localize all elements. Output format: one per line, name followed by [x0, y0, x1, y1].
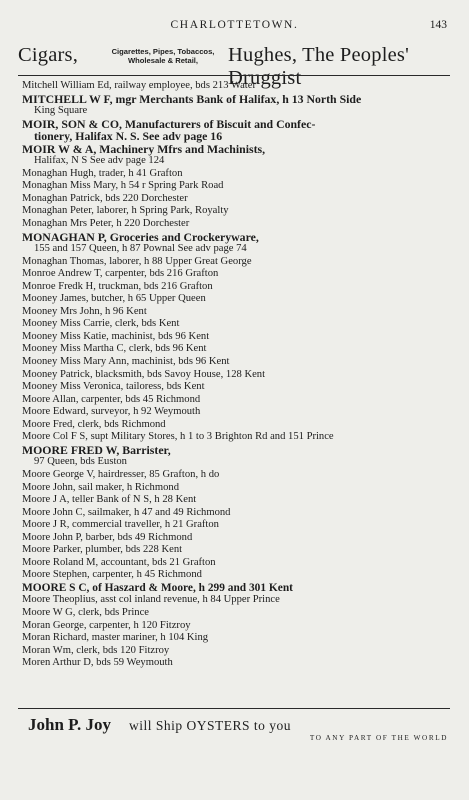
page-number: 143	[429, 19, 447, 31]
list-item: Moore Edward, surveyor, h 92 Weymouth	[22, 406, 201, 418]
list-item: Monaghan Hugh, trader, h 41 Grafton	[22, 167, 183, 179]
list-item: Monaghan Thomas, laborer, h 88 Upper Great George	[22, 255, 252, 267]
list-item: Monaghan Peter, laborer, h Spring Park, Royalty	[22, 205, 229, 217]
divider-top	[18, 75, 450, 76]
list-item: MOORE FRED W, Barrister,	[22, 442, 171, 457]
list-item: Moore Stephen, carpenter, h 45 Richmond	[22, 569, 202, 581]
list-item: Moren Arthur D, bds 59 Weymouth	[22, 657, 173, 669]
list-item: Mooney Miss Martha C, clerk, bds 96 Kent	[22, 343, 207, 355]
list-item: Mooney Miss Mary Ann, machinist, bds 96 Kent	[22, 356, 230, 368]
list-item: King Square	[34, 105, 88, 117]
list-item: Moore George V, hairdresser, 85 Grafton, h do	[22, 468, 220, 480]
list-item: MOIR, SON & CO, Manufacturers of Biscuit and Confec-	[22, 116, 316, 131]
ad-joy-name: John P. Joy	[28, 715, 111, 734]
list-item: Moore Theoplius, asst col inland revenue, h 84 Upper Prince	[22, 594, 280, 606]
list-item: Moran George, carpenter, h 120 Fitzroy	[22, 619, 191, 631]
list-item: MOIR W & A, Machinery Mfrs and Machinists,	[22, 141, 266, 156]
list-item: Monaghan Mrs Peter, h 220 Dorchester	[22, 218, 190, 230]
page-title: CHARLOTTETOWN.	[170, 19, 299, 31]
list-item: Monroe Fredk H, truckman, bds 216 Grafton	[22, 280, 213, 292]
advertisement-bottom	[18, 714, 450, 744]
list-item: MITCHELL W F, mgr Merchants Bank of Halifax, h 13 North Side	[22, 91, 362, 106]
list-item: Mooney Patrick, blacksmith, bds Savoy House, 128 Kent	[22, 368, 266, 380]
ad-small-line-1: Cigarettes, Pipes, Tobaccos,	[111, 47, 215, 56]
list-item: Moore John P, barber, bds 49 Richmond	[22, 531, 193, 543]
ad-joy-text: will Ship OYSTERS to you	[129, 718, 292, 733]
list-item: Moore W G, clerk, bds Prince	[22, 606, 150, 618]
list-item: Moore Col F S, supt Military Stores, h 1 to 3 Brighton Rd and 151 Prince	[22, 431, 334, 443]
ad-joy-tail: TO ANY PART OF THE WORLD	[309, 734, 448, 742]
list-item: Halifax, N S See adv page 124	[34, 155, 165, 167]
list-item: Moran Richard, master mariner, h 104 King	[22, 632, 209, 644]
divider-bottom	[18, 708, 450, 709]
list-item: Monaghan Miss Mary, h 54 r Spring Park Road	[22, 180, 224, 192]
list-item: Moore John C, sailmaker, h 47 and 49 Richmond	[22, 506, 231, 518]
list-item: Monaghan Patrick, bds 220 Dorchester	[22, 192, 188, 204]
list-item: Moore J A, teller Bank of N S, h 28 Kent	[22, 494, 197, 506]
list-item: Moore Roland M, accountant, bds 21 Grafton	[22, 556, 216, 568]
list-item: 97 Queen, bds Euston	[34, 456, 127, 468]
ad-word-cigars: Cigars,	[18, 44, 79, 66]
list-item: 155 and 157 Queen, h 87 Pownal See adv page 74	[34, 243, 247, 255]
list-item: Moran Wm, clerk, bds 120 Fitzroy	[22, 644, 170, 656]
list-item: Mitchell William Ed, railway employee, bds 213 Water	[22, 80, 256, 91]
list-item: tionery, Halifax N. S. See adv page 16	[34, 129, 223, 144]
list-item: MONAGHAN P, Groceries and Crockeryware,	[22, 229, 259, 244]
list-item: Mooney Mrs John, h 96 Kent	[22, 305, 147, 317]
list-item: Mooney Miss Katie, machinist, bds 96 Kent	[22, 330, 210, 342]
list-item: Mooney Miss Carrie, clerk, bds Kent	[22, 318, 180, 330]
list-item: Moore J R, commercial traveller, h 21 Grafton	[22, 519, 219, 531]
ad-word-hughes: Hughes, The Peoples' Druggist	[228, 44, 409, 89]
list-item: Moore John, sail maker, h Richmond	[22, 481, 179, 493]
directory-entries	[22, 80, 452, 670]
list-item: Monroe Andrew T, carpenter, bds 216 Grafton	[22, 268, 219, 280]
list-item: Mooney Miss Veronica, tailoress, bds Kent	[22, 381, 205, 393]
list-item: MOORE S C, of Haszard & Moore, h 299 and 301 Kent	[22, 581, 293, 594]
list-item: Moore Fred, clerk, bds Richmond	[22, 418, 166, 430]
list-item: Moore Parker, plumber, bds 228 Kent	[22, 544, 183, 556]
list-item: Moore Allan, carpenter, bds 45 Richmond	[22, 393, 201, 405]
list-item: Mooney James, butcher, h 65 Upper Queen	[22, 293, 206, 305]
ad-small-line-2: Wholesale & Retail,	[127, 56, 199, 65]
running-head	[0, 19, 469, 33]
